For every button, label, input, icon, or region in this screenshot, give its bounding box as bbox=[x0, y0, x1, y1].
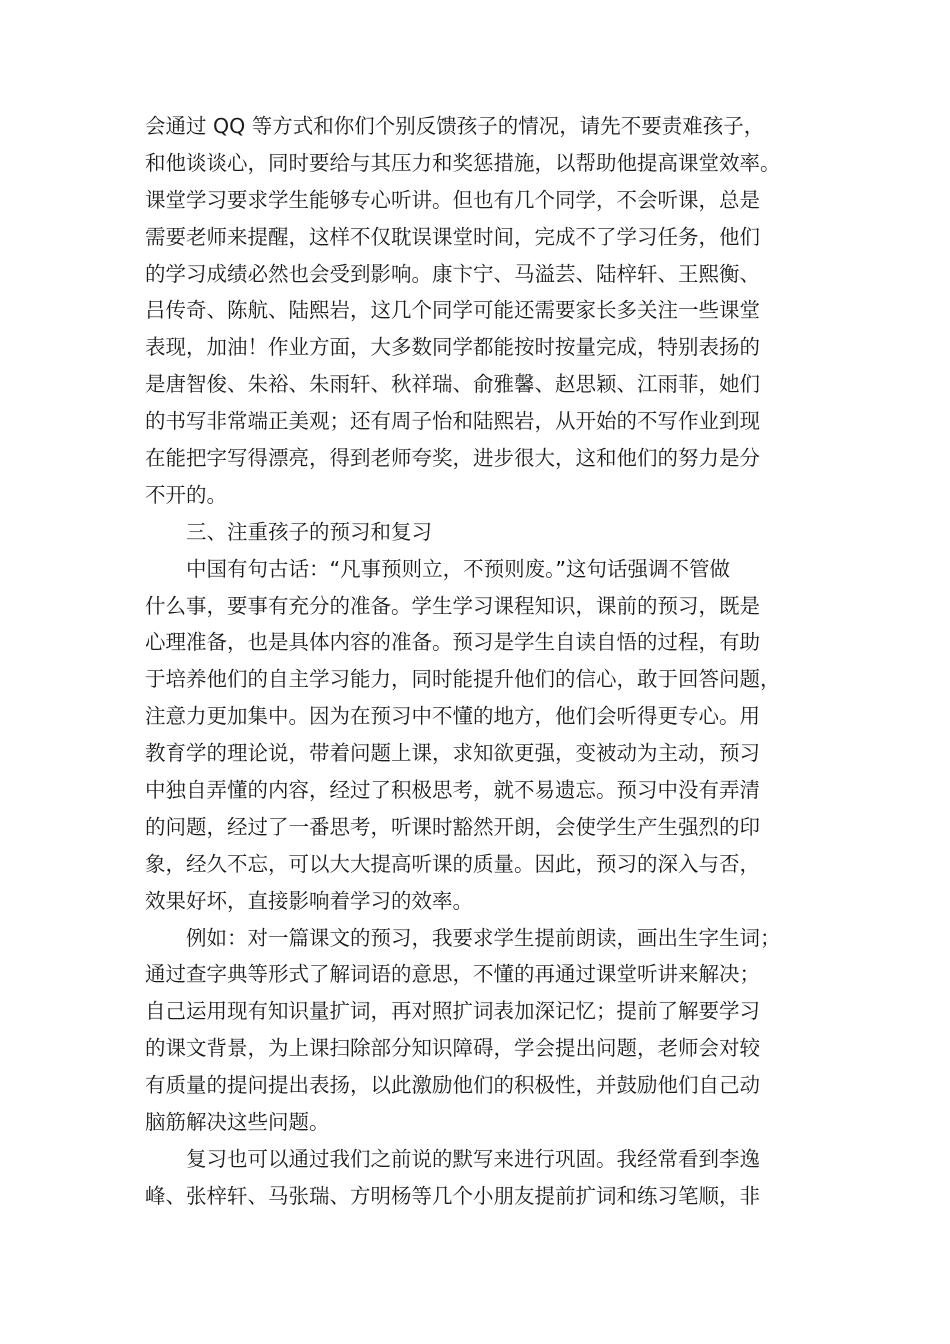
text-line: 会通过 QQ 等方式和你们个别反馈孩子的情况，请先不要责难孩子， bbox=[145, 114, 765, 138]
text-line: 不开的。 bbox=[145, 482, 227, 507]
text-line: 峰、张梓轩、马张瑞、方明杨等几个小朋友提前扩词和练习笔顺，非 bbox=[145, 1183, 760, 1208]
text-line: 有质量的提问提出表扬，以此激励他们的积极性，并鼓励他们自己动 bbox=[145, 1073, 760, 1098]
text-line: 在能把字写得漂亮，得到老师夸奖，进步很大，这和他们的努力是分 bbox=[145, 446, 760, 471]
text-line: 吕传奇、陈航、陆熙岩，这几个同学可能还需要家长多关注一些课堂 bbox=[145, 298, 760, 323]
text-line: 的问题，经过了一番思考，听课时豁然开朗，会使学生产生强烈的印 bbox=[145, 814, 760, 839]
text-line: 注意力更加集中。因为在预习中不懂的地方，他们会听得更专心。用 bbox=[145, 704, 760, 729]
text-line: 自己运用现有知识量扩词，再对照扩词表加深记忆；提前了解要学习 bbox=[145, 999, 760, 1024]
text-line: 于培养他们的自主学习能力，同时能提升他们的信心，敢于回答问题， bbox=[145, 667, 781, 692]
text-line: 效果好坏，直接影响着学习的效率。 bbox=[145, 888, 473, 913]
text-line: 中独自弄懂的内容，经过了积极思考，就不易遗忘。预习中没有弄清 bbox=[145, 778, 760, 803]
paragraph-first-line: 复习也可以通过我们之前说的默写来进行巩固。我经常看到李逸 bbox=[186, 1146, 760, 1171]
text-line: 的书写非常端正美观；还有周子怡和陆熙岩，从开始的不写作业到现 bbox=[145, 409, 760, 434]
body-text bbox=[145, 108, 835, 1215]
paragraph-first-line: 三、注重孩子的预习和复习 bbox=[186, 519, 432, 544]
text-line: 教育学的理论说，带着问题上课，求知欲更强，变被动为主动，预习 bbox=[145, 741, 760, 766]
paragraph-first-line: 例如：对一篇课文的预习，我要求学生提前朗读，画出生字生词； bbox=[186, 925, 781, 950]
text-line: 心理准备，也是具体内容的准备。预习是学生自读自悟的过程，有助 bbox=[145, 630, 760, 655]
text-line: 脑筋解决这些问题。 bbox=[145, 1110, 330, 1135]
text-line: 通过查字典等形式了解词语的意思，不懂的再通过课堂听讲来解决； bbox=[145, 962, 760, 987]
text-line: 的学习成绩必然也会受到影响。康卞宁、马溢芸、陆梓轩、王熙衡、 bbox=[145, 261, 760, 286]
text-line: 表现，加油！作业方面，大多数同学都能按时按量完成，特别表扬的 bbox=[145, 335, 760, 360]
text-line: 课堂学习要求学生能够专心听讲。但也有几个同学，不会听课，总是 bbox=[145, 187, 760, 212]
text-line: 什么事，要事有充分的准备。学生学习课程知识，课前的预习，既是 bbox=[145, 593, 760, 618]
text-line: 是唐智俊、朱裕、朱雨轩、秋祥瑞、俞雅馨、赵思颖、江雨菲，她们 bbox=[145, 372, 760, 397]
text-line: 的课文背景，为上课扫除部分知识障碍，学会提出问题，老师会对较 bbox=[145, 1036, 760, 1061]
text-line: 象，经久不忘，可以大大提高听课的质量。因此，预习的深入与否， bbox=[145, 851, 760, 876]
text-line: 需要老师来提醒，这样不仅耽误课堂时间，完成不了学习任务，他们 bbox=[145, 224, 760, 249]
text-line: 和他谈谈心，同时要给与其压力和奖惩措施，以帮助他提高课堂效率。 bbox=[145, 150, 781, 175]
paragraph-first-line: 中国有句古话：“凡事预则立，不预则废。”这句话强调不管做 bbox=[186, 556, 730, 581]
